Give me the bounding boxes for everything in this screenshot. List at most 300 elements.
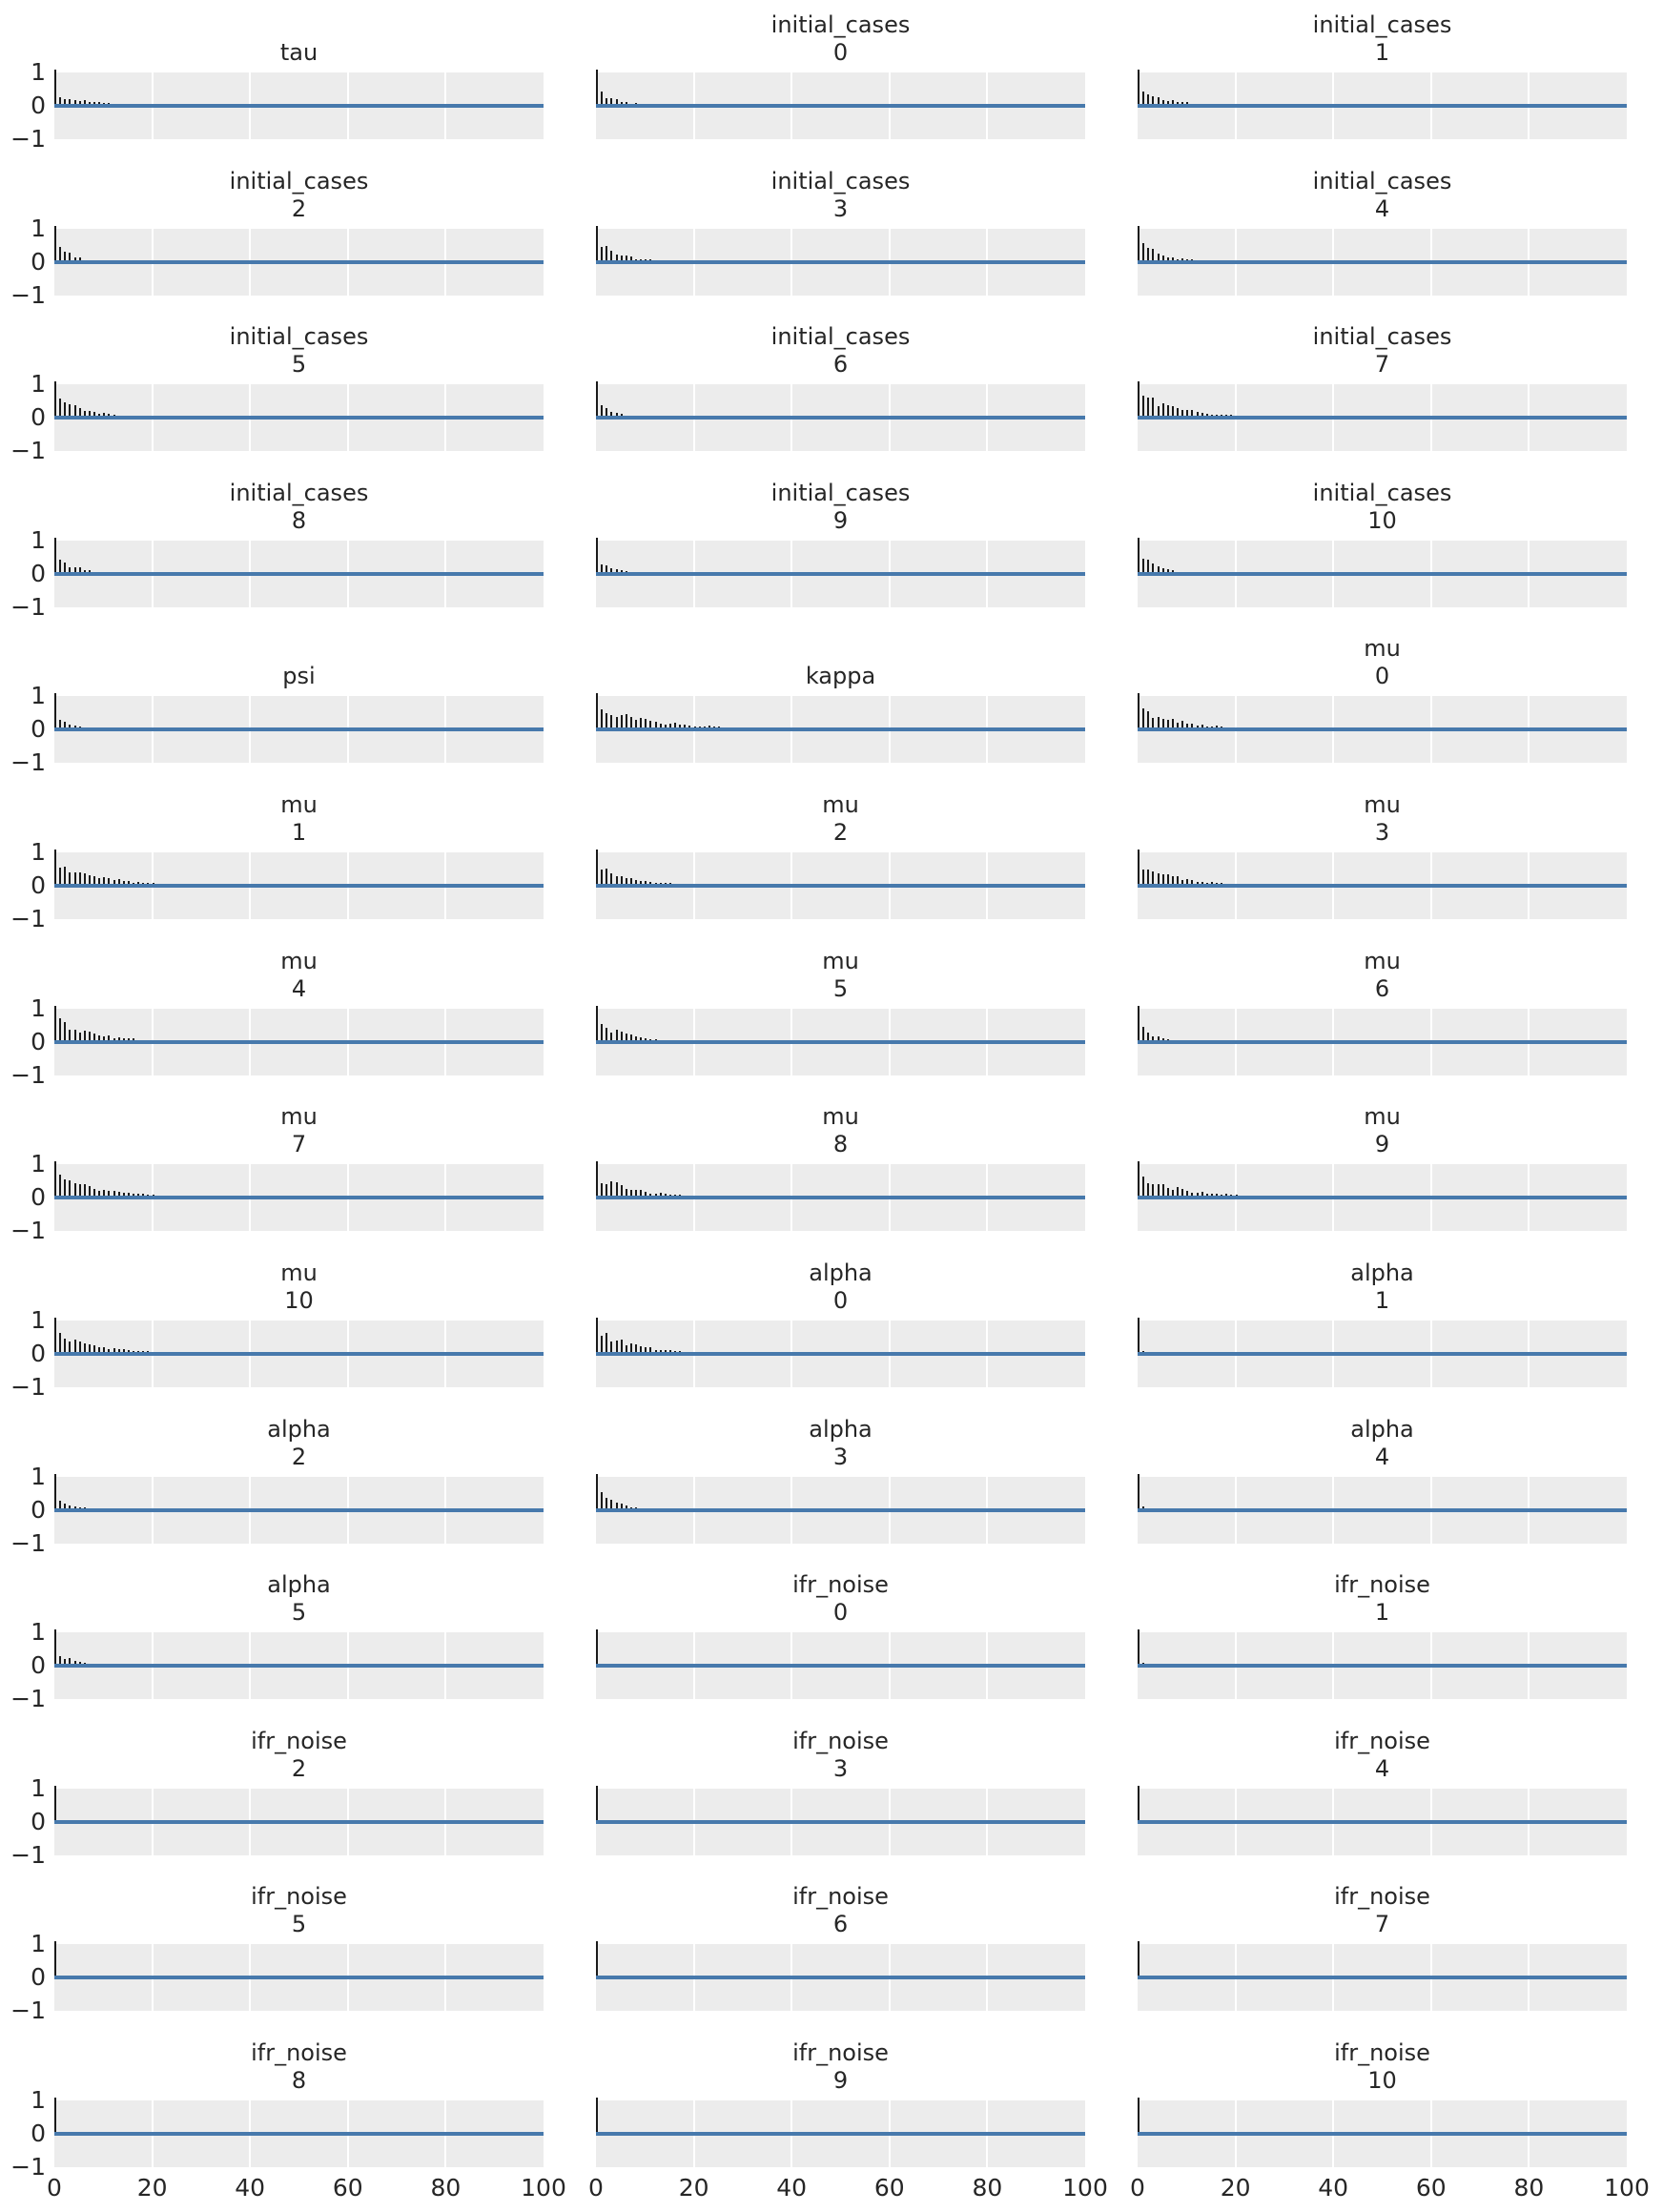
subplot-title — [650, 1567, 1032, 1627]
acf-bar — [54, 850, 56, 886]
plot-area-initial_cases-3 — [596, 229, 1085, 296]
acf-bar — [59, 1333, 61, 1354]
subplot-title — [109, 319, 490, 379]
zero-line — [54, 1664, 544, 1668]
zero-line — [54, 104, 544, 108]
zero-line — [1138, 104, 1627, 108]
y-tick-label: 0 — [31, 1651, 46, 1679]
x-tick-label: 60 — [332, 2174, 363, 2202]
acf-bar — [1138, 1786, 1139, 1822]
acf-bar — [1138, 1629, 1139, 1666]
zero-line — [1138, 416, 1627, 420]
subplot-title-index: 6 — [1374, 975, 1390, 1002]
plot-area-mu-7 — [54, 1164, 544, 1231]
plot-area-alpha-4 — [1138, 1477, 1627, 1544]
zero-line — [596, 104, 1085, 108]
y-tick-label: −1 — [10, 1373, 46, 1401]
subplot-title-text: ifr_noise — [792, 1728, 889, 1754]
subplot-title-index: 1 — [1374, 1287, 1390, 1314]
plot-area-alpha-3 — [596, 1477, 1085, 1544]
acf-bar — [54, 1006, 56, 1042]
x-tick-label: 60 — [1415, 2174, 1447, 2202]
subplot-title-index: 3 — [832, 195, 849, 222]
y-tick-label: 0 — [31, 248, 46, 276]
plot-area-mu-2 — [596, 852, 1085, 919]
plot-area-psi — [54, 696, 544, 763]
zero-line — [54, 727, 544, 731]
plot-area-initial_cases-4 — [1138, 229, 1627, 296]
zero-line — [54, 1820, 544, 1824]
subplot-title — [650, 319, 1032, 379]
acf-bar — [596, 1629, 598, 1666]
plot-area-mu-5 — [596, 1009, 1085, 1075]
acf-bar — [54, 70, 56, 106]
plot-area-mu-9 — [1138, 1164, 1627, 1231]
subplot-title-text: initial_cases — [1312, 480, 1452, 506]
subplot-title-text: ifr_noise — [1334, 1728, 1430, 1754]
subplot-title — [1192, 788, 1573, 847]
zero-line — [1138, 1508, 1627, 1512]
y-tick-label: 1 — [31, 2086, 46, 2114]
subplot-title-index: 1 — [1374, 39, 1390, 66]
acf-bar — [64, 1022, 66, 1042]
subplot-title-index: 3 — [832, 1444, 849, 1470]
subplot-title — [650, 2036, 1032, 2095]
acf-bar — [54, 1941, 56, 1977]
zero-line — [596, 1196, 1085, 1199]
y-tick-label: 1 — [31, 838, 46, 866]
acf-bar — [54, 1629, 56, 1666]
plot-area-ifr_noise-6 — [596, 1944, 1085, 2011]
zero-line — [596, 1664, 1085, 1668]
subplot-title-text: ifr_noise — [251, 2039, 347, 2066]
zero-line — [54, 1508, 544, 1512]
zero-line — [1138, 1040, 1627, 1044]
subplot-title-index: 0 — [832, 1287, 849, 1314]
subplot-title-index: 5 — [291, 1599, 307, 1626]
subplot-title — [1192, 164, 1573, 223]
subplot-title-text: initial_cases — [229, 480, 369, 506]
subplot-title-text: mu — [280, 1103, 318, 1130]
subplot-title — [109, 631, 490, 690]
y-tick-label: 1 — [31, 1618, 46, 1646]
subplot-title-index: 9 — [832, 2067, 849, 2094]
zero-line — [596, 1976, 1085, 1979]
zero-line — [54, 416, 544, 420]
y-tick-label: 0 — [31, 1340, 46, 1367]
subplot-title-text: ifr_noise — [251, 1728, 347, 1754]
x-tick-label: 100 — [521, 2174, 566, 2202]
subplot-title-text: mu — [1364, 948, 1401, 974]
x-tick-label: 0 — [47, 2174, 62, 2202]
acf-bar — [596, 850, 598, 886]
subplot-title-index: 1 — [291, 819, 307, 846]
subplot-title-index: 10 — [1367, 2067, 1397, 2094]
zero-line — [1138, 884, 1627, 888]
plot-area-ifr_noise-2 — [54, 1789, 544, 1855]
y-tick-label: 1 — [31, 526, 46, 554]
subplot-title-index: 9 — [1374, 1131, 1390, 1157]
x-tick-label: 20 — [136, 2174, 168, 2202]
y-tick-label: −1 — [10, 1529, 46, 1557]
subplot-title — [1192, 1724, 1573, 1783]
zero-line — [54, 1040, 544, 1044]
subplot-title — [109, 788, 490, 847]
acf-bar — [596, 1006, 598, 1042]
acf-bar — [1152, 398, 1154, 418]
subplot-title-index: 4 — [1374, 195, 1390, 222]
subplot-title-text: initial_cases — [770, 11, 911, 38]
acf-bar — [1147, 398, 1149, 418]
x-tick-label: 60 — [873, 2174, 905, 2202]
y-tick-label: 1 — [31, 1150, 46, 1178]
subplot-title-text: initial_cases — [770, 168, 911, 195]
subplot-title-index: 5 — [291, 1911, 307, 1937]
acf-bar — [54, 1161, 56, 1198]
acf-bar — [596, 1786, 598, 1822]
subplot-title-text: ifr_noise — [792, 1571, 889, 1598]
y-tick-label: 0 — [31, 92, 46, 119]
subplot-title — [109, 1412, 490, 1471]
plot-area-initial_cases-7 — [1138, 384, 1627, 451]
acf-bar — [1138, 1941, 1139, 1977]
subplot-title — [1192, 476, 1573, 535]
y-tick-label: −1 — [10, 1061, 46, 1089]
subplot-title — [1192, 944, 1573, 1003]
subplot-title — [1192, 1412, 1573, 1471]
subplot-title — [1192, 8, 1573, 67]
subplot-title-text: ifr_noise — [251, 1883, 347, 1910]
y-tick-label: 0 — [31, 1963, 46, 1991]
plot-area-ifr_noise-1 — [1138, 1632, 1627, 1699]
subplot-title — [1192, 1256, 1573, 1315]
subplot-title-index: 10 — [284, 1287, 314, 1314]
subplot-title — [109, 1567, 490, 1627]
plot-area-initial_cases-8 — [54, 541, 544, 607]
plot-area-mu-3 — [1138, 852, 1627, 919]
subplot-title — [650, 631, 1032, 690]
y-tick-label: 0 — [31, 715, 46, 743]
subplot-title — [1192, 319, 1573, 379]
subplot-title-text: alpha — [1350, 1260, 1414, 1286]
subplot-title-index: 5 — [832, 975, 849, 1002]
subplot-title-text: ifr_noise — [1334, 1883, 1430, 1910]
y-tick-label: −1 — [10, 1217, 46, 1244]
subplot-title-text: mu — [1364, 1103, 1401, 1130]
plot-area-ifr_noise-3 — [596, 1789, 1085, 1855]
subplot-title-text: ifr_noise — [792, 1883, 889, 1910]
y-tick-label: −1 — [10, 593, 46, 621]
acf-bar — [64, 867, 66, 886]
acf-bar — [596, 226, 598, 262]
acf-bar — [54, 1474, 56, 1510]
subplot-title-index: 9 — [832, 507, 849, 534]
plot-area-mu-10 — [54, 1321, 544, 1387]
zero-line — [596, 572, 1085, 576]
subplot-title-text: mu — [280, 791, 318, 818]
subplot-title — [1192, 2036, 1573, 2095]
acf-bar — [54, 381, 56, 418]
plot-area-alpha-0 — [596, 1321, 1085, 1387]
zero-line — [596, 1352, 1085, 1356]
zero-line — [1138, 1976, 1627, 1979]
plot-area-initial_cases-1 — [1138, 72, 1627, 139]
x-tick-label: 0 — [588, 2174, 604, 2202]
subplot-title-index: 10 — [1367, 507, 1397, 534]
zero-line — [54, 572, 544, 576]
y-tick-label: 0 — [31, 560, 46, 587]
x-tick-label: 40 — [235, 2174, 266, 2202]
acf-bar — [596, 538, 598, 574]
subplot-title-text: mu — [822, 791, 859, 818]
plot-area-initial_cases-5 — [54, 384, 544, 451]
subplot-title — [109, 1099, 490, 1158]
y-tick-label: 1 — [31, 215, 46, 242]
subplot-title — [650, 944, 1032, 1003]
subplot-title-text: alpha — [267, 1416, 331, 1443]
acf-bar — [596, 70, 598, 106]
x-tick-label: 80 — [1513, 2174, 1545, 2202]
subplot-title-text: mu — [1364, 791, 1401, 818]
plot-area-ifr_noise-8 — [54, 2100, 544, 2167]
zero-line — [596, 1508, 1085, 1512]
plot-area-tau — [54, 72, 544, 139]
y-tick-label: −1 — [10, 1841, 46, 1869]
subplot-title — [109, 1879, 490, 1938]
y-tick-label: 0 — [31, 2120, 46, 2147]
y-tick-label: −1 — [10, 1685, 46, 1712]
acf-bar — [596, 1941, 598, 1977]
subplot-title-text: kappa — [805, 663, 876, 689]
plot-area-ifr_noise-4 — [1138, 1789, 1627, 1855]
plot-area-kappa — [596, 696, 1085, 763]
acf-bar — [1138, 538, 1139, 574]
zero-line — [54, 260, 544, 264]
subplot-title-index: 4 — [1374, 1444, 1390, 1470]
y-tick-label: −1 — [10, 905, 46, 932]
y-tick-label: 0 — [31, 871, 46, 899]
plot-area-ifr_noise-9 — [596, 2100, 1085, 2167]
plot-area-alpha-1 — [1138, 1321, 1627, 1387]
acf-bar — [1138, 850, 1139, 886]
acf-bar — [1142, 243, 1144, 262]
subplot-title-text: mu — [822, 948, 859, 974]
subplot-title-index: 3 — [1374, 819, 1390, 846]
zero-line — [54, 1976, 544, 1979]
subplot-title-index: 0 — [832, 39, 849, 66]
acf-bar — [596, 1161, 598, 1198]
zero-line — [1138, 1664, 1627, 1668]
x-tick-label: 20 — [678, 2174, 709, 2202]
acf-bar — [59, 399, 61, 418]
subplot-title — [650, 1879, 1032, 1938]
y-tick-label: −1 — [10, 437, 46, 464]
acf-bar — [54, 538, 56, 574]
x-tick-label: 80 — [972, 2174, 1003, 2202]
acf-bar — [1138, 1006, 1139, 1042]
plot-area-ifr_noise-10 — [1138, 2100, 1627, 2167]
subplot-title — [650, 788, 1032, 847]
acf-bar — [1142, 708, 1144, 729]
subplot-title — [109, 944, 490, 1003]
subplot-title-text: initial_cases — [770, 323, 911, 350]
acf-bar — [1138, 2098, 1139, 2134]
acf-bar — [1138, 226, 1139, 262]
subplot-title — [650, 8, 1032, 67]
subplot-title-text: initial_cases — [1312, 168, 1452, 195]
zero-line — [54, 884, 544, 888]
subplot-title-index: 3 — [832, 1755, 849, 1782]
acf-bar — [596, 693, 598, 729]
y-tick-label: −1 — [10, 281, 46, 309]
acf-bar — [1138, 1474, 1139, 1510]
subplot-title-text: initial_cases — [229, 168, 369, 195]
zero-line — [1138, 727, 1627, 731]
x-tick-label: 40 — [1318, 2174, 1349, 2202]
acf-bar — [59, 1018, 61, 1042]
zero-line — [1138, 2132, 1627, 2136]
zero-line — [1138, 572, 1627, 576]
zero-line — [596, 260, 1085, 264]
x-tick-label: 100 — [1604, 2174, 1650, 2202]
y-tick-label: −1 — [10, 1997, 46, 2024]
subplot-title-text: ifr_noise — [792, 2039, 889, 2066]
y-tick-label: 1 — [31, 1306, 46, 1334]
acf-bar — [1138, 70, 1139, 106]
y-tick-label: 1 — [31, 1463, 46, 1490]
subplot-title-text: mu — [1364, 635, 1401, 662]
subplot-title-text: ifr_noise — [1334, 1571, 1430, 1598]
subplot-title-text: initial_cases — [1312, 11, 1452, 38]
zero-line — [1138, 260, 1627, 264]
plot-area-ifr_noise-5 — [54, 1944, 544, 2011]
acf-bar — [1138, 381, 1139, 418]
subplot-title — [650, 1724, 1032, 1783]
plot-area-initial_cases-9 — [596, 541, 1085, 607]
acf-bar — [54, 226, 56, 262]
subplot-title — [1192, 1567, 1573, 1627]
subplot-title — [109, 476, 490, 535]
plot-area-mu-6 — [1138, 1009, 1627, 1075]
x-tick-label: 80 — [430, 2174, 462, 2202]
subplot-title-index: 5 — [291, 351, 307, 378]
subplot-title-text: initial_cases — [770, 480, 911, 506]
acf-bar — [596, 1474, 598, 1510]
plot-area-alpha-2 — [54, 1477, 544, 1544]
y-tick-label: 1 — [31, 682, 46, 709]
y-tick-label: −1 — [10, 748, 46, 776]
subplot-title — [1192, 1879, 1573, 1938]
subplot-title — [109, 164, 490, 223]
plot-area-alpha-5 — [54, 1632, 544, 1699]
plot-area-ifr_noise-7 — [1138, 1944, 1627, 2011]
y-tick-label: 0 — [31, 1183, 46, 1211]
subplot-title-index: 7 — [291, 1131, 307, 1157]
subplot-title-index: 0 — [832, 1599, 849, 1626]
x-tick-label: 0 — [1130, 2174, 1145, 2202]
subplot-title-text: alpha — [809, 1260, 873, 1286]
acf-bar — [1138, 693, 1139, 729]
zero-line — [596, 727, 1085, 731]
zero-line — [1138, 1820, 1627, 1824]
subplot-title-index: 8 — [291, 507, 307, 534]
y-tick-label: 1 — [31, 1774, 46, 1802]
subplot-title-index: 1 — [1374, 1599, 1390, 1626]
plot-area-mu-8 — [596, 1164, 1085, 1231]
subplot-title-text: initial_cases — [1312, 323, 1452, 350]
subplot-title-index: 2 — [291, 195, 307, 222]
zero-line — [596, 416, 1085, 420]
plot-area-mu-0 — [1138, 696, 1627, 763]
subplot-title — [650, 1099, 1032, 1158]
acf-bar — [1142, 396, 1144, 418]
plot-area-mu-4 — [54, 1009, 544, 1075]
plot-area-initial_cases-2 — [54, 229, 544, 296]
acf-bar — [606, 1333, 607, 1354]
plot-area-initial_cases-0 — [596, 72, 1085, 139]
acf-bar — [54, 1786, 56, 1822]
subplot-title-index: 2 — [832, 819, 849, 846]
subplot-title-index: 6 — [832, 351, 849, 378]
subplot-title-index: 7 — [1374, 351, 1390, 378]
subplot-title — [1192, 631, 1573, 690]
acf-bar — [596, 381, 598, 418]
zero-line — [54, 1196, 544, 1199]
acf-bar — [601, 709, 603, 729]
subplot-title-text: ifr_noise — [1334, 2039, 1430, 2066]
subplot-title — [109, 2036, 490, 2095]
subplot-title-index: 2 — [291, 1755, 307, 1782]
acf-bar — [1142, 1177, 1144, 1198]
x-tick-label: 40 — [776, 2174, 808, 2202]
subplot-title-text: alpha — [809, 1416, 873, 1443]
y-tick-label: −1 — [10, 2153, 46, 2181]
subplot-title-text: psi — [282, 663, 316, 689]
plot-area-mu-1 — [54, 852, 544, 919]
subplot-title-index: 8 — [291, 2067, 307, 2094]
y-tick-label: 1 — [31, 58, 46, 86]
plot-area-initial_cases-10 — [1138, 541, 1627, 607]
zero-line — [54, 2132, 544, 2136]
subplot-title-index: 2 — [291, 1444, 307, 1470]
y-tick-label: 1 — [31, 994, 46, 1022]
zero-line — [596, 2132, 1085, 2136]
zero-line — [1138, 1352, 1627, 1356]
subplot-title-text: alpha — [267, 1571, 331, 1598]
acf-bar — [54, 693, 56, 729]
zero-line — [1138, 1196, 1627, 1199]
subplot-title-text: tau — [279, 39, 318, 66]
acf-bar — [1138, 1161, 1139, 1198]
acf-bar — [596, 1318, 598, 1354]
subplot-title-index: 6 — [832, 1911, 849, 1937]
acf-bar — [59, 1175, 61, 1198]
subplot-title-text: mu — [822, 1103, 859, 1130]
acf-bar — [54, 1318, 56, 1354]
subplot-title — [109, 1724, 490, 1783]
subplot-title-index: 4 — [291, 975, 307, 1002]
y-tick-label: 1 — [31, 1930, 46, 1957]
subplot-title — [650, 1256, 1032, 1315]
y-tick-label: −1 — [10, 125, 46, 153]
y-tick-label: 0 — [31, 403, 46, 431]
zero-line — [54, 1352, 544, 1356]
acf-bar — [54, 2098, 56, 2134]
zero-line — [596, 1820, 1085, 1824]
zero-line — [596, 884, 1085, 888]
subplot-title-index: 4 — [1374, 1755, 1390, 1782]
y-tick-label: 1 — [31, 370, 46, 398]
